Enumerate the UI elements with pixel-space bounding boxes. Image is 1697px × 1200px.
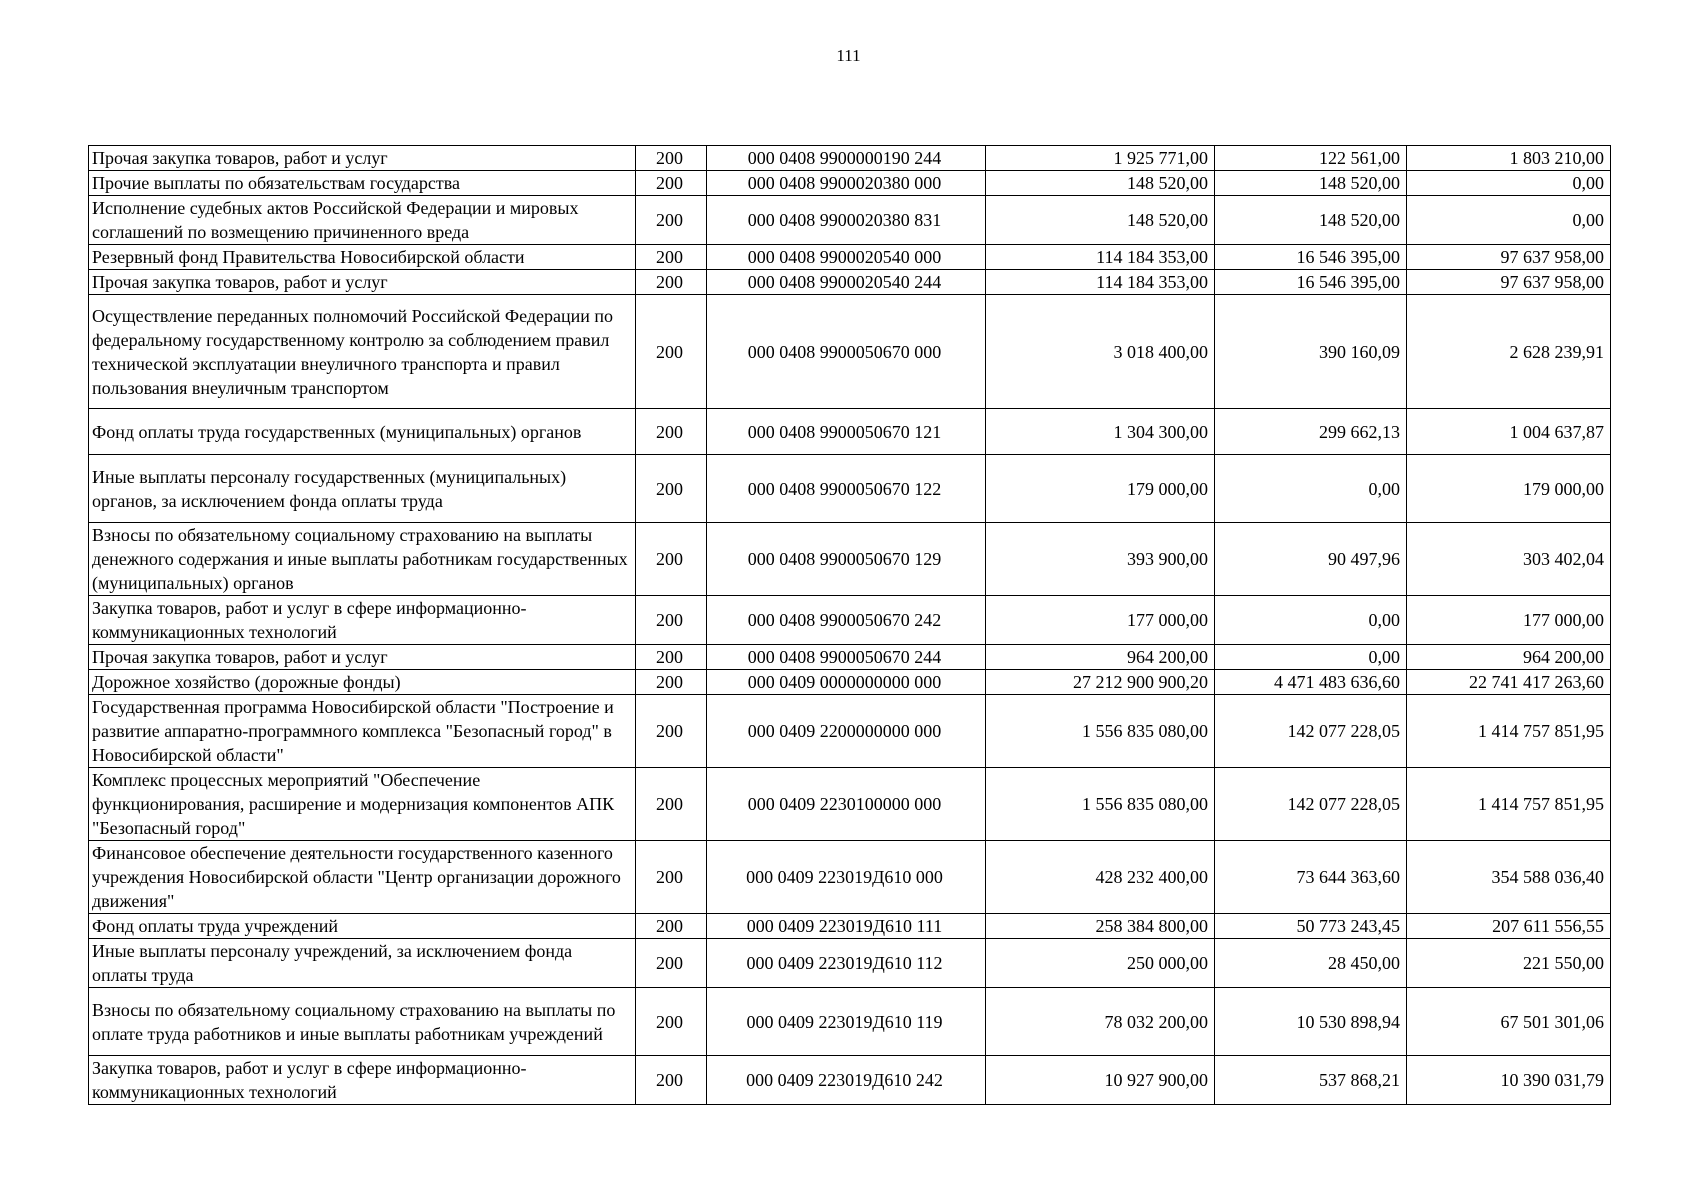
approved-amount-cell: 1 304 300,00 xyxy=(986,409,1215,455)
table-row xyxy=(89,670,1611,695)
unexecuted-amount-cell: 0,00 xyxy=(1407,196,1611,245)
expense-name-cell: Прочая закупка товаров, работ и услуг xyxy=(89,270,636,295)
unexecuted-amount-cell: 964 200,00 xyxy=(1407,645,1611,670)
unexecuted-amount-cell: 179 000,00 xyxy=(1407,455,1611,523)
budget-classification-code-cell: 000 0409 223019Д610 000 xyxy=(707,841,986,914)
unexecuted-amount-cell: 354 588 036,40 xyxy=(1407,841,1611,914)
executed-amount-cell: 142 077 228,05 xyxy=(1215,768,1407,841)
page-number: 111 xyxy=(836,46,861,65)
unexecuted-amount-cell: 1 803 210,00 xyxy=(1407,146,1611,171)
table-row xyxy=(89,645,1611,670)
table-row xyxy=(89,245,1611,270)
table-row xyxy=(89,596,1611,645)
approved-amount-cell: 964 200,00 xyxy=(986,645,1215,670)
approved-amount-cell: 10 927 900,00 xyxy=(986,1056,1215,1105)
expense-name-cell: Фонд оплаты труда государственных (муниципальных) органов xyxy=(89,409,636,455)
budget-classification-code-cell: 000 0409 223019Д610 119 xyxy=(707,988,986,1056)
budget-classification-code-cell: 000 0408 9900020540 000 xyxy=(707,245,986,270)
budget-classification-code-cell: 000 0408 9900050670 122 xyxy=(707,455,986,523)
executed-amount-cell: 122 561,00 xyxy=(1215,146,1407,171)
executed-amount-cell: 299 662,13 xyxy=(1215,409,1407,455)
unexecuted-amount-cell: 97 637 958,00 xyxy=(1407,245,1611,270)
executed-amount-cell: 0,00 xyxy=(1215,455,1407,523)
line-code-cell: 200 xyxy=(636,939,707,988)
table-row xyxy=(89,768,1611,841)
line-code-cell: 200 xyxy=(636,841,707,914)
expense-name-cell: Взносы по обязательному социальному страхованию на выплаты денежного содержания и иные выплаты работникам государственных (муниципальных) органов xyxy=(89,523,636,596)
approved-amount-cell: 3 018 400,00 xyxy=(986,295,1215,409)
executed-amount-cell: 16 546 395,00 xyxy=(1215,245,1407,270)
expense-name-cell: Государственная программа Новосибирской области "Построение и развитие аппаратно-программного комплекса "Безопасный город" в Новосибирской области" xyxy=(89,695,636,768)
unexecuted-amount-cell: 221 550,00 xyxy=(1407,939,1611,988)
line-code-cell: 200 xyxy=(636,645,707,670)
approved-amount-cell: 1 925 771,00 xyxy=(986,146,1215,171)
budget-classification-code-cell: 000 0408 9900050670 129 xyxy=(707,523,986,596)
table-row xyxy=(89,695,1611,768)
line-code-cell: 200 xyxy=(636,455,707,523)
budget-classification-code-cell: 000 0409 223019Д610 111 xyxy=(707,914,986,939)
budget-classification-code-cell: 000 0409 2230100000 000 xyxy=(707,768,986,841)
unexecuted-amount-cell: 2 628 239,91 xyxy=(1407,295,1611,409)
approved-amount-cell: 258 384 800,00 xyxy=(986,914,1215,939)
approved-amount-cell: 148 520,00 xyxy=(986,196,1215,245)
line-code-cell: 200 xyxy=(636,196,707,245)
executed-amount-cell: 50 773 243,45 xyxy=(1215,914,1407,939)
unexecuted-amount-cell: 0,00 xyxy=(1407,171,1611,196)
line-code-cell: 200 xyxy=(636,270,707,295)
expense-name-cell: Фонд оплаты труда учреждений xyxy=(89,914,636,939)
line-code-cell: 200 xyxy=(636,1056,707,1105)
budget-classification-code-cell: 000 0408 9900020380 000 xyxy=(707,171,986,196)
expense-name-cell: Прочая закупка товаров, работ и услуг xyxy=(89,645,636,670)
approved-amount-cell: 179 000,00 xyxy=(986,455,1215,523)
expense-name-cell: Закупка товаров, работ и услуг в сфере информационно-коммуникационных технологий xyxy=(89,1056,636,1105)
line-code-cell: 200 xyxy=(636,146,707,171)
budget-classification-code-cell: 000 0409 0000000000 000 xyxy=(707,670,986,695)
executed-amount-cell: 390 160,09 xyxy=(1215,295,1407,409)
expense-name-cell: Исполнение судебных актов Российской Федерации и мировых соглашений по возмещению причиненного вреда xyxy=(89,196,636,245)
unexecuted-amount-cell: 22 741 417 263,60 xyxy=(1407,670,1611,695)
unexecuted-amount-cell: 97 637 958,00 xyxy=(1407,270,1611,295)
table-row xyxy=(89,523,1611,596)
executed-amount-cell: 0,00 xyxy=(1215,596,1407,645)
table-row xyxy=(89,196,1611,245)
expense-name-cell: Иные выплаты персоналу учреждений, за исключением фонда оплаты труда xyxy=(89,939,636,988)
unexecuted-amount-cell: 303 402,04 xyxy=(1407,523,1611,596)
budget-classification-code-cell: 000 0408 9900000190 244 xyxy=(707,146,986,171)
approved-amount-cell: 114 184 353,00 xyxy=(986,245,1215,270)
unexecuted-amount-cell: 1 414 757 851,95 xyxy=(1407,695,1611,768)
approved-amount-cell: 27 212 900 900,20 xyxy=(986,670,1215,695)
budget-classification-code-cell: 000 0409 223019Д610 112 xyxy=(707,939,986,988)
expense-name-cell: Взносы по обязательному социальному страхованию на выплаты по оплате труда работников и иные выплаты работникам учреждений xyxy=(89,988,636,1056)
approved-amount-cell: 177 000,00 xyxy=(986,596,1215,645)
executed-amount-cell: 4 471 483 636,60 xyxy=(1215,670,1407,695)
line-code-cell: 200 xyxy=(636,523,707,596)
executed-amount-cell: 90 497,96 xyxy=(1215,523,1407,596)
table-row xyxy=(89,1056,1611,1105)
budget-classification-code-cell: 000 0408 9900050670 244 xyxy=(707,645,986,670)
budget-classification-code-cell: 000 0408 9900050670 121 xyxy=(707,409,986,455)
unexecuted-amount-cell: 207 611 556,55 xyxy=(1407,914,1611,939)
executed-amount-cell: 0,00 xyxy=(1215,645,1407,670)
budget-classification-code-cell: 000 0408 9900050670 000 xyxy=(707,295,986,409)
approved-amount-cell: 114 184 353,00 xyxy=(986,270,1215,295)
unexecuted-amount-cell: 67 501 301,06 xyxy=(1407,988,1611,1056)
approved-amount-cell: 78 032 200,00 xyxy=(986,988,1215,1056)
expense-name-cell: Резервный фонд Правительства Новосибирской области xyxy=(89,245,636,270)
budget-execution-table xyxy=(88,145,1611,1105)
executed-amount-cell: 10 530 898,94 xyxy=(1215,988,1407,1056)
expense-name-cell: Дорожное хозяйство (дорожные фонды) xyxy=(89,670,636,695)
table-body xyxy=(89,146,1611,1105)
line-code-cell: 200 xyxy=(636,670,707,695)
table-row xyxy=(89,409,1611,455)
budget-classification-code-cell: 000 0409 223019Д610 242 xyxy=(707,1056,986,1105)
line-code-cell: 200 xyxy=(636,295,707,409)
table-row xyxy=(89,914,1611,939)
table-row xyxy=(89,939,1611,988)
budget-classification-code-cell: 000 0408 9900020540 244 xyxy=(707,270,986,295)
expense-name-cell: Иные выплаты персоналу государственных (муниципальных) органов, за исключением фонда оплаты труда xyxy=(89,455,636,523)
line-code-cell: 200 xyxy=(636,245,707,270)
unexecuted-amount-cell: 1 414 757 851,95 xyxy=(1407,768,1611,841)
executed-amount-cell: 142 077 228,05 xyxy=(1215,695,1407,768)
executed-amount-cell: 148 520,00 xyxy=(1215,196,1407,245)
budget-classification-code-cell: 000 0408 9900050670 242 xyxy=(707,596,986,645)
table-row xyxy=(89,146,1611,171)
line-code-cell: 200 xyxy=(636,596,707,645)
approved-amount-cell: 393 900,00 xyxy=(986,523,1215,596)
unexecuted-amount-cell: 10 390 031,79 xyxy=(1407,1056,1611,1105)
line-code-cell: 200 xyxy=(636,171,707,196)
expense-name-cell: Закупка товаров, работ и услуг в сфере информационно-коммуникационных технологий xyxy=(89,596,636,645)
unexecuted-amount-cell: 177 000,00 xyxy=(1407,596,1611,645)
line-code-cell: 200 xyxy=(636,409,707,455)
expense-name-cell: Комплекс процессных мероприятий "Обеспечение функционирования, расширение и модернизация компонентов АПК "Безопасный город" xyxy=(89,768,636,841)
table-row xyxy=(89,295,1611,409)
executed-amount-cell: 148 520,00 xyxy=(1215,171,1407,196)
line-code-cell: 200 xyxy=(636,768,707,841)
expense-name-cell: Прочие выплаты по обязательствам государства xyxy=(89,171,636,196)
approved-amount-cell: 1 556 835 080,00 xyxy=(986,695,1215,768)
approved-amount-cell: 148 520,00 xyxy=(986,171,1215,196)
line-code-cell: 200 xyxy=(636,988,707,1056)
executed-amount-cell: 28 450,00 xyxy=(1215,939,1407,988)
budget-classification-code-cell: 000 0408 9900020380 831 xyxy=(707,196,986,245)
executed-amount-cell: 73 644 363,60 xyxy=(1215,841,1407,914)
line-code-cell: 200 xyxy=(636,695,707,768)
approved-amount-cell: 428 232 400,00 xyxy=(986,841,1215,914)
line-code-cell: 200 xyxy=(636,914,707,939)
expense-name-cell: Осуществление переданных полномочий Российской Федерации по федеральному государственному контролю за соблюдением правил технической эксплуатации внеуличного транспорта и правил пользования внеуличным транспортом xyxy=(89,295,636,409)
executed-amount-cell: 16 546 395,00 xyxy=(1215,270,1407,295)
expense-name-cell: Финансовое обеспечение деятельности государственного казенного учреждения Новосибирской области "Центр организации дорожного движения" xyxy=(89,841,636,914)
unexecuted-amount-cell: 1 004 637,87 xyxy=(1407,409,1611,455)
approved-amount-cell: 1 556 835 080,00 xyxy=(986,768,1215,841)
table-row xyxy=(89,988,1611,1056)
table-row xyxy=(89,171,1611,196)
approved-amount-cell: 250 000,00 xyxy=(986,939,1215,988)
table-row xyxy=(89,841,1611,914)
table-row xyxy=(89,455,1611,523)
budget-classification-code-cell: 000 0409 2200000000 000 xyxy=(707,695,986,768)
table-row xyxy=(89,270,1611,295)
executed-amount-cell: 537 868,21 xyxy=(1215,1056,1407,1105)
expense-name-cell: Прочая закупка товаров, работ и услуг xyxy=(89,146,636,171)
